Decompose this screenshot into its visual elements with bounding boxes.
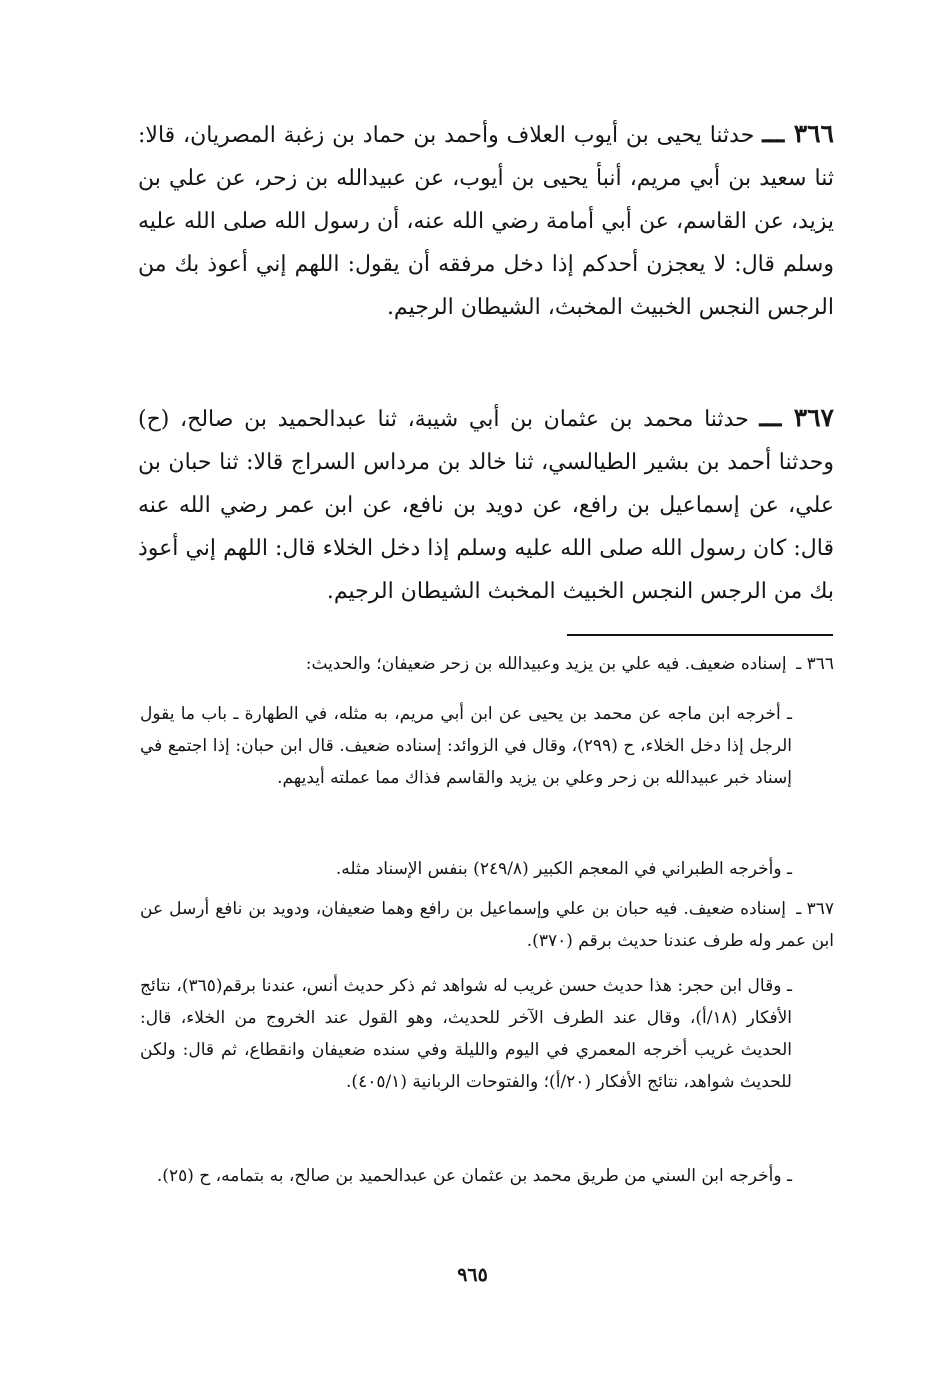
footnote-text: ـ وأخرجه ابن السني من طريق محمد بن عثمان عن عبدالحميد بن صالح، به بتمامه، ح (٢٥).: [156, 1166, 792, 1186]
hadith-text: حدثنا يحيى بن أيوب العلاف وأحمد بن حماد بن زغبة المصريان، قالا: ثنا سعيد بن أبي مريم، أنبأ يحيى بن أيوب، عن عبيدالله بن زحر، عن علي بن يزيد، عن القاسم، عن أبي أمامة رضي الله عنه، أن رسول الله صلى الله عليه وسلم قال: لا يعجزن أحدكم إذا دخل مرفقه أن يقول: اللهم إني أعوذ بك من الرجس النجس الخبيث المخبث، الشيطان الرجيم.: [138, 123, 834, 320]
footnote-366: [140, 648, 834, 680]
hadith-number: ٣٦٧ ـــ: [759, 403, 834, 432]
hadith-text: حدثنا محمد بن عثمان بن أبي شيبة، ثنا عبدالحميد بن صالح، (ح) وحدثنا أحمد بن بشير الطيالسي، ثنا خالد بن مرداس السراج قالا: ثنا حبان بن علي، عن إسماعيل بن رافع، عن دويد بن نافع، عن ابن عمر رضي الله عنه قال: كان رسول الله صلى الله عليه وسلم إذا دخل الخلاء قال: اللهم إني أعوذ بك من الرجس النجس الخبيث المخبث الشيطان الرجيم.: [138, 407, 834, 604]
footnote-text: ـ وقال ابن حجر: هذا حديث حسن غريب له شواهد ثم ذكر حديث أنس، عندنا برقم(٣٦٥)، نتائج الأفكار (١٨/أ)، وقال عند الطرف الآخر للحديث، وهو القول عند الخروج من الخلاء، قال: الحديث غريب أخرجه المعمري في اليوم والليلة وفي سنده ضعيفان وانقطاع، ثم قال: ولكن للحديث شواهد، نتائج الأفكار (٢٠/أ)؛ والفتوحات الربانية (٤٠٥/١).: [140, 976, 792, 1092]
hadith-367: [138, 396, 834, 613]
footnote-367: [140, 893, 834, 957]
hadith-number: ٣٦٦ ـــ: [762, 119, 834, 148]
footnote-text: ـ أخرجه ابن ماجه عن محمد بن يحيى عن ابن أبي مريم، به مثله، في الطهارة ـ باب ما يقول الرجل إذا دخل الخلاء، ح (٢٩٩)، وقال في الزوائد: إسناده ضعيف. قال ابن حبان: إذا اجتمع في إسناد خبر عبيدالله بن زحر وعلي بن يزيد والقاسم فذاك مما عملته أيديهم.: [140, 704, 792, 788]
hadith-366: [138, 112, 834, 329]
footnote-367-takhrij-1: [140, 970, 792, 1098]
footnote-366-takhrij-2: [140, 853, 792, 885]
footnote-text: إسناده ضعيف. فيه علي بن يزيد وعبيدالله بن زحر ضعيفان؛ والحديث:: [305, 654, 787, 674]
footnote-367-takhrij-2: [140, 1160, 792, 1192]
footnote-text: ـ وأخرجه الطبراني في المعجم الكبير (٢٤٩/٨) بنفس الإسناد مثله.: [335, 859, 792, 879]
footnote-366-takhrij-1: [140, 698, 792, 794]
footnote-divider: [567, 634, 833, 636]
footnote-number: ٣٦٧ ـ: [796, 899, 835, 919]
footnote-text: إسناده ضعيف. فيه حبان بن علي وإسماعيل بن رافع وهما ضعيفان، ودويد بن نافع أرسل عن ابن عمر وله طرف عندنا حديث برقم (٣٧٠).: [140, 899, 834, 951]
footnote-number: ٣٦٦ ـ: [796, 654, 834, 674]
page-number: ٩٦٥: [457, 1264, 488, 1286]
